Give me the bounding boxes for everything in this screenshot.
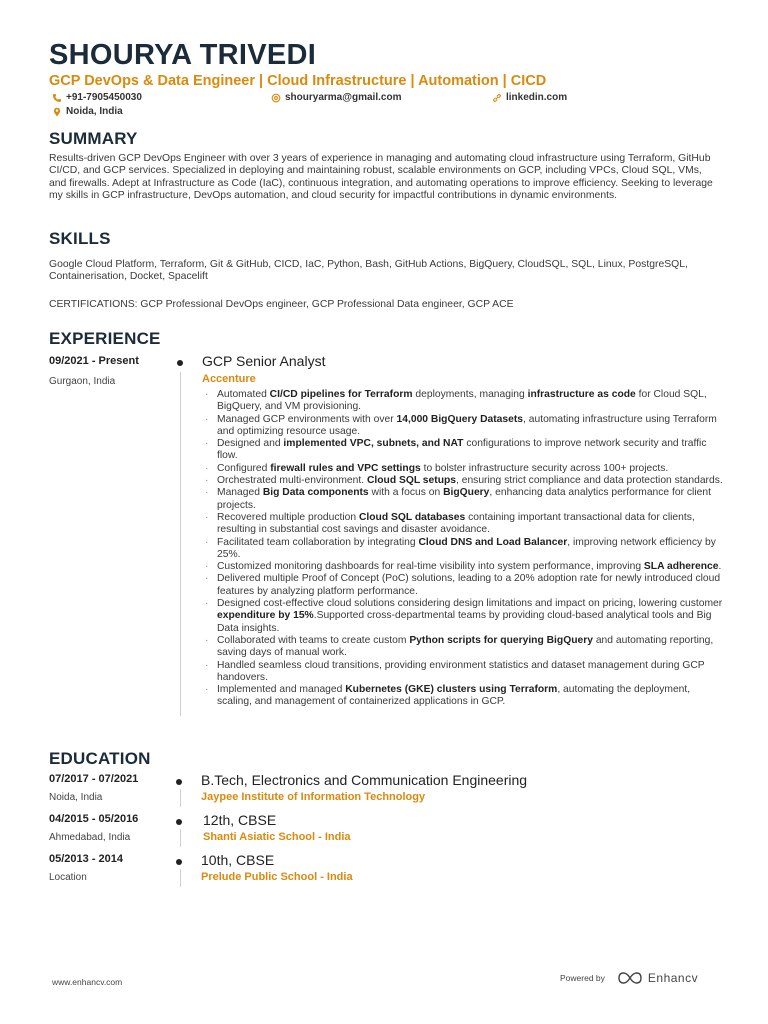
- bullet-marker: ·: [205, 462, 209, 474]
- enhancv-logo-icon: [617, 971, 643, 985]
- footer-website[interactable]: www.enhancv.com: [52, 977, 123, 987]
- bullet-marker: ·: [205, 511, 209, 523]
- timeline-line: [180, 869, 181, 887]
- education-dates: 04/2015 - 05/2016: [49, 813, 139, 825]
- bullet-text: , enhancing data analytics performance for client projects.: [217, 487, 711, 511]
- bullet-highlight: expenditure by 15%: [217, 610, 314, 622]
- bullet-marker: ·: [205, 634, 209, 646]
- location-text: Noida, India: [66, 106, 123, 117]
- contact-phone: [52, 92, 142, 103]
- bullet-text: , automating infrastructure using Terraform and optimizing resource usage.: [217, 413, 717, 437]
- education-dates: 07/2017 - 07/2021: [49, 773, 139, 785]
- bullet-text: and automating reporting, saving days of manual work.: [217, 634, 714, 659]
- education-degree: 10th, CBSE: [201, 852, 275, 868]
- education-location: Noida, India: [49, 792, 103, 803]
- skills-heading: SKILLS: [49, 229, 111, 248]
- experience-bullet: [205, 660, 725, 685]
- experience-bullet: [205, 598, 725, 635]
- bullet-highlight: 14,000 BigQuery Datasets: [396, 413, 524, 425]
- powered-by-label: Powered by: [560, 973, 605, 983]
- education-location: Ahmedabad, India: [49, 832, 131, 843]
- timeline-line: [180, 829, 181, 847]
- bullet-marker: ·: [205, 487, 209, 499]
- bullet-highlight: CI/CD pipelines for Terraform: [269, 389, 413, 400]
- bullet-marker: ·: [205, 389, 209, 400]
- experience-bullet: [205, 512, 725, 537]
- bullet-marker: ·: [205, 684, 209, 696]
- experience-bullet: [205, 463, 725, 475]
- bullet-highlight: Cloud DNS and Load Balancer: [418, 536, 568, 548]
- phone-number: +91-7905450030: [66, 92, 142, 103]
- bullet-text: Managed: [217, 487, 263, 499]
- experience-location: Gurgaon, India: [49, 376, 116, 387]
- education-school: Jaypee Institute of Information Technology: [201, 791, 426, 803]
- bullet-text: , automating the deployment, scaling, and management of containerized applications in GCP.: [217, 684, 691, 708]
- bullet-text: Handled seamless cloud transitions, providing environment statistics and dataset management during GCP handovers.: [217, 659, 705, 683]
- experience-bullet: [205, 537, 725, 562]
- bullet-marker: ·: [205, 413, 209, 425]
- bullet-highlight: implemented VPC, subnets, and NAT: [283, 438, 464, 450]
- experience-bullet: [205, 684, 725, 709]
- bullet-text: Facilitated team collaboration by integrating: [217, 536, 419, 548]
- timeline-dot: [176, 819, 182, 825]
- bullet-text: Automated: [217, 389, 270, 400]
- bullet-highlight: Big Data components: [262, 487, 369, 499]
- education-dates: 05/2013 - 2014: [49, 853, 124, 865]
- experience-company: Accenture: [202, 373, 256, 385]
- brand-logo: [617, 971, 698, 985]
- education-location: Location: [49, 872, 87, 883]
- certifications: CERTIFICATIONS: GCP Professional DevOps engineer, GCP Professional Data engineer, GCP ACE: [49, 299, 514, 310]
- summary-text: Results-driven GCP DevOps Engineer with over 3 years of experience in managing and automating cloud infrastructure using Terraform, GitHub CI/CD, and GCP services. Specialized in deploying and maintaining robust, scalable environments on GCP, including VPCs, Cloud SQL, VMs, and firewalls. Adept at Infrastructure as Code (IaC), continuous integration, and automating operations to improve efficiency. Seeking to leverage my skills in GCP infrastructure, DevOps automation, and cloud security for impactful contributions in dynamic environments.: [49, 153, 713, 202]
- bullet-text: .: [718, 561, 722, 573]
- bullet-text: , improving network efficiency by 25%.: [217, 536, 716, 560]
- education-school: Shanti Asiatic School - India: [203, 831, 351, 843]
- timeline-dot: [176, 859, 182, 865]
- bullet-text: Delivered multiple Proof of Concept (PoC) solutions, leading to a 20% adoption rate for newly introduced cloud features by analyzing platform performance.: [217, 573, 721, 597]
- bullet-highlight: infrastructure as code: [527, 389, 636, 400]
- experience-bullet: [205, 475, 725, 487]
- experience-bullet: [205, 389, 725, 414]
- education-school: Prelude Public School - India: [201, 871, 353, 883]
- bullet-marker: ·: [205, 475, 209, 487]
- experience-bullets: [205, 389, 725, 709]
- education-degree: B.Tech, Electronics and Communication Engineering: [201, 772, 528, 788]
- education-heading: EDUCATION: [49, 749, 151, 768]
- experience-bullet: [205, 438, 725, 463]
- bullet-text: , ensuring strict compliance and data protection standards.: [456, 475, 723, 487]
- bullet-text: Collaborated with teams to create custom: [217, 634, 410, 646]
- experience-bullet: [205, 635, 725, 660]
- bullet-text: containing important transactional data for clients, resulting in substantial cost savings and disaster avoidance.: [217, 511, 695, 536]
- bullet-marker: ·: [205, 573, 209, 585]
- bullet-text: configurations to improve network security and traffic flow.: [217, 438, 707, 462]
- experience-bullet: [205, 573, 725, 598]
- bullet-text: Customized monitoring dashboards for real-time visibility into system performance, improving: [217, 561, 644, 573]
- bullet-highlight: BigQuery: [443, 487, 490, 499]
- bullet-marker: ·: [205, 561, 209, 573]
- experience-bullet: [205, 487, 725, 512]
- experience-bullet: [205, 414, 725, 439]
- location-pin-icon: [52, 107, 62, 117]
- education-degree: 12th, CBSE: [203, 812, 277, 828]
- bullet-text: for Cloud SQL, BigQuery, and VM provisioning.: [217, 389, 707, 413]
- bullet-highlight: SLA adherence: [643, 561, 719, 573]
- phone-icon: [52, 93, 62, 103]
- timeline-dot: [177, 360, 183, 366]
- bullet-marker: ·: [205, 659, 209, 671]
- skills-list: Google Cloud Platform, Terraform, Git & GitHub, CICD, IaC, Python, Bash, GitHub Actions, BigQuery, CloudSQL, SQL, Linux, PostgreSQL, Containerisation, Docket, Spacelift: [49, 259, 688, 283]
- bullet-text: Configured: [217, 462, 271, 474]
- experience-dates: 09/2021 - Present: [49, 355, 139, 367]
- contact-linkedin[interactable]: [492, 92, 567, 103]
- bullet-marker: ·: [205, 438, 209, 450]
- contact-email[interactable]: [271, 92, 401, 103]
- bullet-text: Designed cost-effective cloud solutions considering design limitations and impact on pricing, lowering customer: [217, 598, 723, 610]
- bullet-marker: ·: [205, 536, 209, 548]
- candidate-name: SHOURYA TRIVEDI: [49, 39, 317, 71]
- bullet-text: Orchestrated multi-environment.: [217, 475, 367, 487]
- bullet-highlight: Python scripts for querying BigQuery: [409, 634, 593, 646]
- timeline-line: [180, 789, 181, 807]
- brand-name: Enhancv: [647, 971, 699, 985]
- bullet-text: Designed and: [217, 438, 284, 450]
- contact-location: [52, 106, 123, 117]
- link-icon: [492, 93, 502, 103]
- footer-branding: [560, 971, 698, 985]
- linkedin-link: linkedin.com: [506, 92, 568, 103]
- summary-heading: SUMMARY: [49, 129, 138, 148]
- bullet-highlight: Cloud SQL setups: [366, 475, 456, 487]
- headline: GCP DevOps & Data Engineer | Cloud Infrastructure | Automation | CICD: [49, 73, 547, 89]
- at-icon: [271, 93, 281, 103]
- bullet-text: with a focus on: [368, 487, 444, 499]
- bullet-text: to bolster infrastructure security across 100+ projects.: [420, 462, 669, 474]
- bullet-text: Recovered multiple production: [217, 511, 359, 523]
- bullet-text: deployments, managing: [412, 389, 528, 400]
- bullet-text: Managed GCP environments with over: [217, 413, 397, 425]
- timeline-line: [180, 372, 181, 716]
- experience-heading: EXPERIENCE: [49, 329, 161, 348]
- timeline-dot: [176, 779, 182, 785]
- bullet-marker: ·: [205, 598, 209, 610]
- email-address: shouryarma@gmail.com: [285, 92, 402, 103]
- bullet-text: .Supported cross-departmental teams by providing cloud-based analytical tools and Big Data insights.: [217, 610, 712, 634]
- bullet-highlight: firewall rules and VPC settings: [270, 462, 421, 474]
- experience-role: GCP Senior Analyst: [202, 353, 326, 369]
- bullet-highlight: Kubernetes (GKE) clusters using Terraform: [345, 684, 558, 696]
- bullet-highlight: Cloud SQL databases: [358, 511, 466, 523]
- experience-bullet: [205, 561, 725, 573]
- bullet-text: Implemented and managed: [217, 684, 346, 696]
